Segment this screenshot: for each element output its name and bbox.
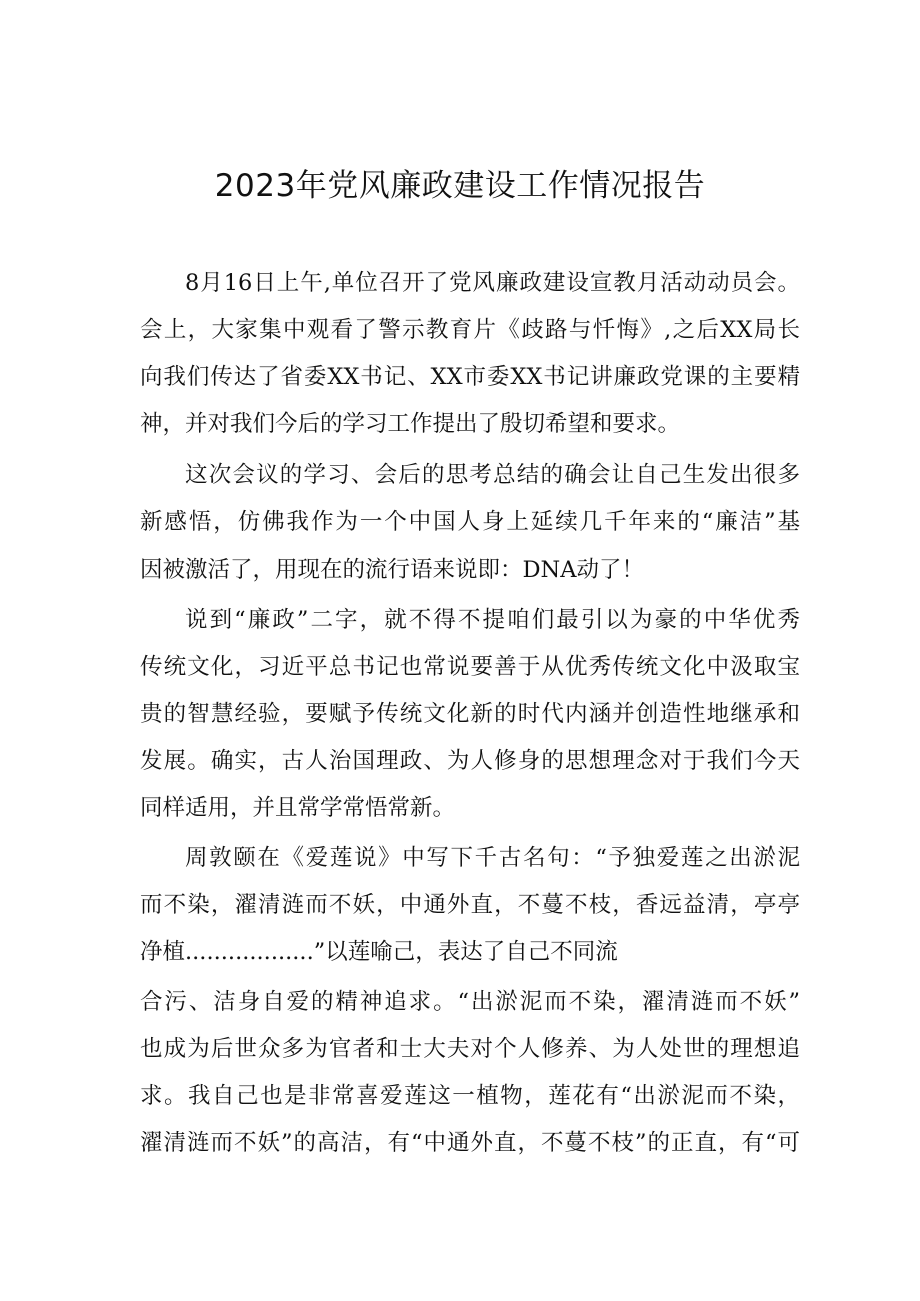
body-line: 濯清涟而不妖”的高洁，有“中通外直，不蔓不枝”的正直，有“可 bbox=[140, 1130, 800, 1156]
body-line: 神，并对我们今后的学习工作提出了殷切希望和要求。 bbox=[140, 411, 681, 437]
body-line: 向我们传达了省委XX书记、XX市委XX书记讲廉政党课的主要精 bbox=[140, 364, 800, 390]
body-line: 传统文化，习近平总书记也常说要善于从优秀传统文化中汲取宝 bbox=[140, 654, 800, 680]
document-title: 2023年党风廉政建设工作情况报告 bbox=[214, 168, 706, 204]
body-line: 合污、洁身自爱的精神追求。“出淤泥而不染，濯清涟而不妖” bbox=[140, 989, 800, 1015]
body-line: 同样适用，并且常学常悟常新。 bbox=[140, 795, 456, 821]
body-line: 而不染，濯清涟而不妖，中通外直，不蔓不枝，香远益清，亭亭 bbox=[140, 892, 800, 918]
body-line: 周敦颐在《爱莲说》中写下千古名句：“予独爱莲之出淤泥 bbox=[185, 845, 800, 871]
body-line: 净植..................”以莲喻己，表达了自己不同流 bbox=[140, 939, 618, 965]
body-line: 这次会议的学习、会后的思考总结的确会让自己生发出很多 bbox=[185, 462, 800, 488]
body-line: 新感悟，仿佛我作为一个中国人身上延续几千年来的“廉洁”基 bbox=[140, 509, 800, 535]
body-line: 也成为后世众多为官者和士大夫对个人修养、为人处世的理想追 bbox=[140, 1036, 800, 1062]
body-line: 贵的智慧经验，要赋予传统文化新的时代内涵并创造性地继承和 bbox=[140, 701, 800, 727]
body-line: 8月16日上午,单位召开了党风廉政建设宣教月活动动员会。 bbox=[185, 270, 800, 296]
body-line: 求。我自己也是非常喜爱莲这一植物，莲花有“出淤泥而不染， bbox=[140, 1083, 800, 1109]
body-line: 说到“廉政”二字，就不得不提咱们最引以为豪的中华优秀 bbox=[185, 607, 800, 633]
body-line: 发展。确实，古人治国理政、为人修身的思想理念对于我们今天 bbox=[140, 748, 800, 774]
body-line: 会上，大家集中观看了警示教育片《歧路与忏悔》,之后XX局长 bbox=[140, 317, 800, 343]
body-line: 因被激活了，用现在的流行语来说即：DNA动了！ bbox=[140, 557, 644, 583]
